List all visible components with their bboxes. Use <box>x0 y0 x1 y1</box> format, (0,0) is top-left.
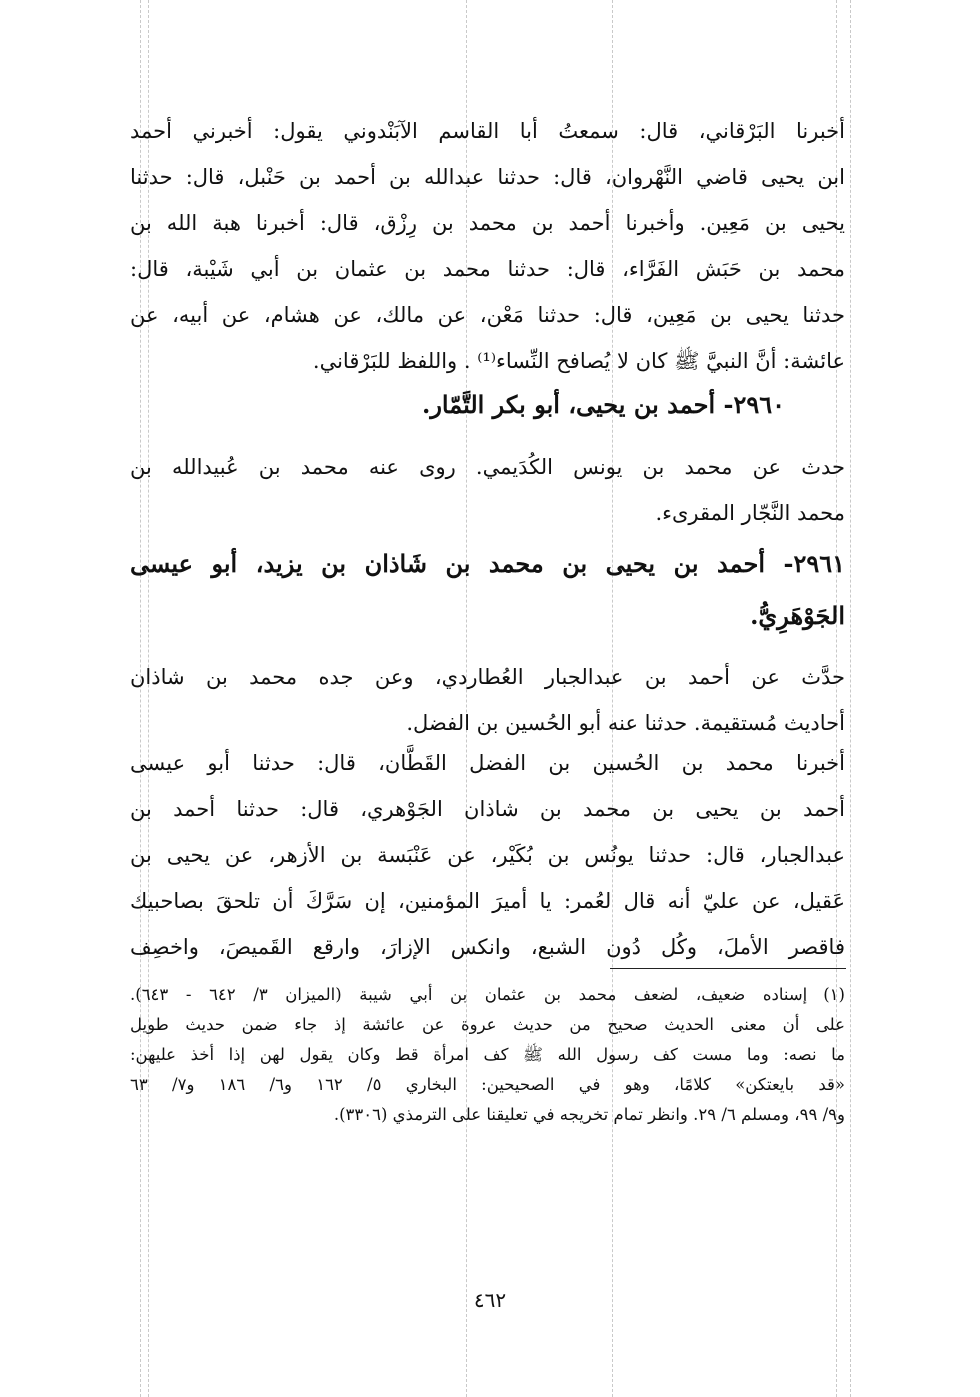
text-line: محمد بن حَبَش الفَرَّاء، قال: حدثنا محمد بن عثمان بن أبي شَيْبة، قال: <box>130 257 845 281</box>
footnote-separator <box>610 968 846 969</box>
footnote-line: و٩/ ٩٩، ومسلم ٦/ ٢٩. وانظر تمام تخريجه في تعليقنا على الترمذي (٣٣٠٦). <box>333 1105 845 1124</box>
text-line: حدث عن محمد بن يونس الكُدَيمي. روى عنه محمد بن عُبيدالله بن <box>130 455 845 479</box>
text-line: أحاديث مُستقيمة. حدثنا عنه أبو الحُسين بن الفضل. <box>406 711 845 735</box>
heading-text: ٢٩٦٠- أحمد بن يحيى، أبو بكر التَّمّار. <box>421 390 785 419</box>
footnote-text: إسناده ضعيف، لضعف محمد بن عثمان بن أبي شيبة (الميزان ٣/ ٦٤٢ - ٦٤٣). <box>130 985 808 1004</box>
text-line: أخبرنا محمد بن الحُسين بن الفضل القَطَّان، قال: حدثنا أبو عيسى <box>130 751 845 775</box>
narration-paragraph <box>130 740 845 970</box>
text-line: ابن يحيى قاضي النَّهْروان، قال: حدثنا عبدالله بن أحمد بن حَنْبل، قال: حدثنا <box>130 165 845 189</box>
footnote-line: «قد بايعتكن» كلامًا، وهو في الصحيحين: البخاري ٥/ ١٦٢ و٦/ ١٨٦ و٧/ ٦٣ <box>130 1075 845 1094</box>
text-line: حدَّث عن أحمد بن عبدالجبار العُطاردي، وعن جده محمد بن شاذان <box>130 665 845 689</box>
text-line: حدثنا يحيى بن مَعِين، قال: حدثنا مَعْن، عن مالك، عن هشام، عن أبيه، عن <box>130 303 845 327</box>
entry-heading-2961 <box>130 538 845 642</box>
page-number: ٤٦٢ <box>473 1288 507 1312</box>
footnote-line: على أن معنى الحديث صحيح من حديث عروة عن عائشة إذ جاء ضمن حديث طويل <box>130 1015 845 1034</box>
heading-text: الجَوْهَرِيُّ. <box>750 601 845 630</box>
footnote-marker: (١) <box>823 985 845 1004</box>
narration-paragraph <box>130 108 845 384</box>
fold-mark <box>850 0 851 1397</box>
text-line: أحمد بن يحيى بن محمد بن شاذان الجَوْهري، قال: حدثنا أحمد بن <box>130 797 845 821</box>
text-line: أخبرنا البَرْقاني، قال: سمعتُ أبا القاسم الآبَنْدوني يقول: أخبرني أحمد <box>130 119 845 143</box>
entry-heading-2960 <box>130 382 845 428</box>
entry-2960-paragraph <box>130 444 845 536</box>
text-line: محمد النَّجّار المقرىء. <box>655 501 845 525</box>
footnote <box>130 980 845 1130</box>
text-line: عائشة: أنَّ النبيَّ ﷺ كان لا يُصافح النِّساء⁽¹⁾ . واللفظ للبَرْقاني. <box>312 349 845 373</box>
footnote-line: ما نصه: وما مست كف رسول الله ﷺ كف امرأة قط وكان يقول لهن إذا أخذ عليهن: <box>130 1045 845 1064</box>
text-line: عبدالجبار، قال: حدثنا يونُس بن بُكَيْر، عن عَنْبَسة بن الأزهر، عن يحيى بن <box>130 843 845 867</box>
entry-2961-paragraph <box>130 654 845 746</box>
text-line: يحيى بن مَعِين. وأخبرنا أحمد بن محمد بن رِزْق، قال: أخبرنا هبة الله بن <box>130 211 845 235</box>
footnote-line <box>130 980 845 1010</box>
heading-text: ٢٩٦١- أحمد بن يحيى بن محمد بن شَاذان بن يزيد، أبو عيسى <box>130 549 845 578</box>
text-line: عَقيل، عن عليّ أنه قال لعُمر: يا أميرَ المؤمنين، إن سَرَّكَ أن تلحقَ بصاحبيك <box>130 889 845 913</box>
text-line: فاقصر الأملَ، وكُل دُون الشبع، وانكس الإزارَ، وارقع القَميصَ، واخصِف <box>130 935 845 959</box>
